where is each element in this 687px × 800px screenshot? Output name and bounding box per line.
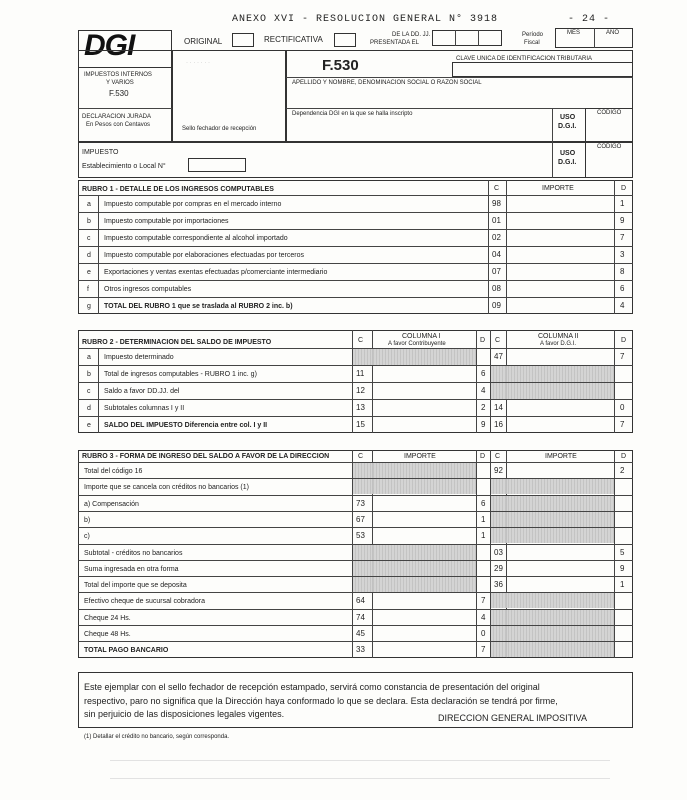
rubro1-row-code: 98: [492, 199, 501, 208]
rubro1-row-label: TOTAL DEL RUBRO 1 que se traslada al RUBRO 2 inc. b): [104, 303, 293, 310]
rubro1-row-d: 9: [620, 216, 625, 225]
impuesto-label: IMPUESTO: [82, 149, 119, 156]
rubro2-col2-field[interactable]: [506, 348, 614, 365]
dependencia-label: Dependencia DGI en la que se halla inscripto: [292, 111, 413, 117]
rubro1-importe-field[interactable]: [506, 280, 614, 297]
rubro2-row-letter: e: [87, 422, 91, 429]
rubro2-title: RUBRO 2 - DETERMINACION DEL SALDO DE IMPUESTO: [82, 339, 272, 346]
uso-dgi-label-4: D.G.I.: [558, 159, 577, 166]
rubro1-row-code: 08: [492, 284, 501, 293]
rubro2-col2-subtitle: A favor D.G.I.: [540, 341, 577, 347]
notice-line-3: sin perjuicio de las disposiciones legales vigentes.: [84, 709, 285, 719]
rubro1-importe-field[interactable]: [506, 195, 614, 212]
rubro1-row-letter: b: [87, 218, 91, 225]
rubro3-row-c1: 73: [356, 499, 365, 508]
rubro1-row-code: 02: [492, 233, 501, 242]
rubro2-col-c: C: [358, 337, 364, 344]
rubro3-row-label: a) Compensación: [84, 501, 139, 508]
rectificativa-checkbox[interactable]: [334, 33, 356, 47]
cuit-label: CLAVE UNICA DE IDENTIFICACION TRIBUTARIA: [456, 56, 593, 62]
rubro1-row-letter: f: [87, 286, 89, 293]
rubro2-row-d1: 2: [481, 403, 486, 412]
rubro3-col1-field[interactable]: [372, 592, 476, 608]
shaded-cell: [491, 512, 614, 527]
rubro1-col-importe: IMPORTE: [542, 185, 574, 192]
rubro2-col-d2: D: [621, 337, 627, 344]
rubro3-row-label: b): [84, 517, 91, 524]
rubro2-row-letter: c: [87, 388, 91, 395]
rubro3-col2-field[interactable]: [506, 560, 614, 576]
rubro3-col2-field[interactable]: [506, 576, 614, 592]
rubro2-row-label: Impuesto determinado: [104, 354, 174, 361]
rubro3-col2-field[interactable]: [506, 462, 614, 478]
rubro3-row-label: Subtotal - créditos no bancarios: [84, 550, 183, 557]
mes-label: MES: [567, 30, 581, 36]
rubro2-row-letter: d: [87, 405, 91, 412]
rubro3-row-label: Total del código 16: [84, 468, 143, 475]
rubro2-col1-subtitle: A favor Contribuyente: [388, 341, 446, 347]
rubro1-row-label: Impuesto computable por compras en el mercado interno: [104, 201, 282, 208]
page-number: - 24 -: [568, 14, 611, 25]
rubro3-row-d1: 4: [481, 613, 486, 622]
pesos-centavos-label: En Pesos con Centavos: [86, 122, 151, 128]
rubro1-row-d: 8: [620, 267, 625, 276]
original-checkbox[interactable]: [232, 33, 254, 47]
notice-line-1: Este ejemplar con el sello fechador de recepción estampado, servirá como constancia de presentación del original: [84, 682, 540, 692]
rubro3-col-importe1: IMPORTE: [404, 453, 436, 460]
shaded-cell: [491, 366, 614, 382]
rubro2-row-d1: 6: [481, 369, 486, 378]
rubro1-row-letter: a: [87, 201, 91, 208]
rubro3-row-c2: 92: [494, 466, 503, 475]
rubro3-row-c1: 64: [356, 596, 365, 605]
shaded-cell: [491, 642, 614, 657]
rubro3-row-c1: 67: [356, 515, 365, 524]
rubro3-row-c2: 29: [494, 564, 503, 573]
rubro1-importe-field[interactable]: [506, 229, 614, 246]
rubro1-row-letter: c: [87, 235, 91, 242]
rubro3-col-d1: D: [480, 453, 486, 460]
rubro3-col-c1: C: [358, 453, 364, 460]
shaded-cell: [353, 349, 476, 365]
rubro1-row-label: Impuesto computable correspondiente al alcohol importado: [104, 235, 288, 242]
rubro3-col1-field[interactable]: [372, 495, 476, 511]
rubro2-row-c2: 16: [494, 420, 503, 429]
rubro2-col1-title: COLUMNA I: [402, 333, 441, 340]
rubro1-row-label: Otros ingresos computables: [104, 286, 192, 293]
rubro3-col-c2: C: [495, 453, 501, 460]
shaded-cell: [491, 626, 614, 641]
declaracion-jurada-label: DECLARACION JURADA: [82, 114, 152, 120]
rubro2-col2-title: COLUMNA II: [538, 333, 579, 340]
shaded-cell: [353, 545, 476, 560]
rubro3-row-c1: 74: [356, 613, 365, 622]
rubro1-row-letter: e: [87, 269, 91, 276]
shaded-cell: [353, 479, 476, 494]
shaded-cell: [491, 383, 614, 399]
rubro3-row-label: Importe que se cancela con créditos no bancarios (1): [84, 484, 249, 491]
shaded-cell: [491, 610, 614, 625]
shaded-cell: [491, 479, 614, 494]
sello-fechador-label: Sello fechador de recepción: [182, 126, 257, 132]
rubro2-col1-field[interactable]: [372, 382, 476, 399]
rubro2-col-c2: C: [495, 337, 501, 344]
shaded-cell: [491, 593, 614, 608]
rubro3-title: RUBRO 3 - FORMA DE INGRESO DEL SALDO A FAVOR DE LA DIRECCION: [82, 453, 330, 460]
rubro1-importe-field[interactable]: [506, 263, 614, 280]
rubro3-col1-field[interactable]: [372, 511, 476, 527]
rubro3-row-label: c): [84, 533, 90, 540]
rubro1-col-c: C: [494, 185, 500, 192]
rubro1-row-label: Impuesto computable por importaciones: [104, 218, 229, 225]
establecimiento-label: Establecimiento o Local N°: [82, 163, 166, 170]
presentada-date-field[interactable]: [432, 30, 502, 46]
rubro1-row-label: Exportaciones y ventas exentas efectuadas p/comerciante intermediario: [104, 269, 328, 276]
rubro2-row-d1: 9: [481, 420, 486, 429]
rubro3-row-d2: 5: [620, 548, 625, 557]
rubro1-row-code: 01: [492, 216, 501, 225]
rubro1-importe-field[interactable]: [506, 246, 614, 263]
rubro3-row-d1: 6: [481, 499, 486, 508]
rubro3-row-label: Suma ingresada en otra forma: [84, 566, 179, 573]
rubro2-row-c1: 11: [356, 369, 365, 378]
rubro2-col2-field[interactable]: [506, 416, 614, 433]
rubro3-row-d1: 1: [481, 515, 486, 524]
rubro1-title: RUBRO 1 - DETALLE DE LOS INGRESOS COMPUTABLES: [82, 186, 274, 193]
rubro1-row-d: 1: [620, 199, 625, 208]
rubro1-row-d: 7: [620, 233, 625, 242]
form-code-big: F.530: [322, 57, 359, 74]
rubro3-row-c1: 33: [356, 645, 365, 654]
original-label: ORIGINAL: [184, 37, 223, 46]
rubro3-col-d2: D: [621, 453, 627, 460]
uso-dgi-label-1: USO: [560, 114, 576, 121]
rubro2-col2-field[interactable]: [506, 399, 614, 416]
rubro2-col1-field[interactable]: [372, 416, 476, 433]
rubro2-row-letter: a: [87, 354, 91, 361]
rubro1-row-d: 6: [620, 284, 625, 293]
shaded-cell: [491, 528, 614, 543]
rubro2-col1-field[interactable]: [372, 365, 476, 382]
rubro1-col-d: D: [621, 185, 627, 192]
shaded-cell: [491, 496, 614, 511]
rubro3-col1-field[interactable]: [372, 527, 476, 543]
rubro3-row-c1: 53: [356, 531, 365, 540]
rubro2-row-d1: 4: [481, 386, 486, 395]
dd-jj-label: DE LA DD. JJ.: [392, 32, 431, 38]
rubro1-importe-field[interactable]: [506, 212, 614, 229]
rubro1-row-code: 09: [492, 301, 501, 310]
rubro1-row-code: 04: [492, 250, 501, 259]
uso-dgi-label-2: D.G.I.: [558, 123, 577, 130]
rubro3-row-c2: 03: [494, 548, 503, 557]
bleed-text: · · · · · · ·: [186, 60, 210, 66]
rubro3-row-d1: 7: [481, 596, 486, 605]
shaded-cell: [353, 463, 476, 478]
ano-label: AÑO: [606, 30, 620, 36]
rubro1-row-letter: g: [87, 303, 91, 310]
footnote: (1) Detallar el crédito no bancario, según corresponda.: [84, 734, 230, 740]
rubro3-row-label: Cheque 48 Hs.: [84, 631, 131, 638]
rubro3-col1-field[interactable]: [372, 641, 476, 657]
shaded-cell: [353, 577, 476, 592]
rectificativa-label: RECTIFICATIVA: [264, 35, 323, 44]
shaded-cell: [353, 561, 476, 576]
rubro3-row-d2: 9: [620, 564, 625, 573]
rubro3-row-c1: 45: [356, 629, 365, 638]
rubro2-row-c2: 14: [494, 403, 503, 412]
rubro3-row-d2: 2: [620, 466, 625, 475]
rubro2-col-d1: D: [480, 337, 486, 344]
rubro2-row-d2: 0: [620, 403, 625, 412]
rubro2-row-label: Total de ingresos computables - RUBRO 1 inc. g): [104, 371, 257, 378]
rubro1-row-d: 4: [620, 301, 625, 310]
rubro2-row-d2: 7: [620, 420, 625, 429]
rubro3-col1-field[interactable]: [372, 609, 476, 625]
rubro2-row-label: Subtotales columnas I y II: [104, 405, 185, 412]
rubro3-row-label: Total del importe que se deposita: [84, 582, 187, 589]
direccion-general-label: DIRECCION GENERAL IMPOSITIVA: [438, 713, 588, 723]
establecimiento-field[interactable]: [188, 158, 246, 172]
impuestos-internos-label: IMPUESTOS INTERNOS: [84, 72, 152, 78]
rubro2-row-c1: 12: [356, 386, 365, 395]
form-code-small: F.530: [109, 89, 129, 98]
codigo-label-1: CODIGO: [597, 110, 622, 116]
rubro2-row-letter: b: [87, 371, 91, 378]
annex-title: ANEXO XVI - RESOLUCION GENERAL N° 3918: [232, 14, 499, 25]
rubro3-row-label: Cheque 24 Hs.: [84, 615, 131, 622]
rubro3-row-d1: 0: [481, 629, 486, 638]
codigo-label-2: CODIGO: [597, 144, 622, 150]
rubro1-row-code: 07: [492, 267, 501, 276]
rubro1-importe-field[interactable]: [506, 297, 614, 314]
rubro1-row-letter: d: [87, 252, 91, 259]
rubro2-col1-field[interactable]: [372, 399, 476, 416]
rubro2-row-label: Saldo a favor DD.JJ. del: [104, 388, 180, 395]
rubro3-row-d1: 1: [481, 531, 486, 540]
periodo-label: Período: [522, 32, 544, 38]
impuesto-section: [78, 142, 633, 178]
rubro3-row-label: Efectivo cheque de sucursal cobradora: [84, 598, 206, 605]
uso-dgi-label-3: USO: [560, 150, 576, 157]
rubro3-row-c2: 36: [494, 580, 503, 589]
dgi-logo: DGI: [84, 29, 135, 62]
rubro2-row-c1: 15: [356, 420, 365, 429]
rubro1-row-label: Impuesto computable por elaboraciones efectuadas por terceros: [104, 252, 305, 259]
rubro2-row-c2: 47: [494, 352, 503, 361]
rubro2-row-label: SALDO DEL IMPUESTO Diferencia entre col. I y II: [104, 422, 268, 429]
rubro3-col-importe2: IMPORTE: [545, 453, 577, 460]
rubro3-row-label: TOTAL PAGO BANCARIO: [84, 647, 169, 654]
cuit-field[interactable]: [452, 62, 633, 77]
notice-line-2: respectivo, paro no significa que la Dirección haya conformado lo que se declara. Esta declaración se tendrá por firme,: [84, 696, 558, 706]
y-varios-label: Y VARIOS: [106, 80, 134, 86]
presentada-label: PRESENTADA EL: [370, 40, 419, 46]
rubro2-row-d2: 7: [620, 352, 625, 361]
rubro3-col1-field[interactable]: [372, 625, 476, 641]
fiscal-label: Fiscal: [524, 40, 540, 46]
apellido-nombre-label: APELLIDO Y NOMBRE, DENOMINACION SOCIAL O RAZON SOCIAL: [292, 80, 482, 86]
rubro3-row-d2: 1: [620, 580, 625, 589]
rubro2-row-c1: 13: [356, 403, 365, 412]
rubro1-row-d: 3: [620, 250, 625, 259]
rubro3-row-d1: 7: [481, 645, 486, 654]
rubro3-col2-field[interactable]: [506, 544, 614, 560]
